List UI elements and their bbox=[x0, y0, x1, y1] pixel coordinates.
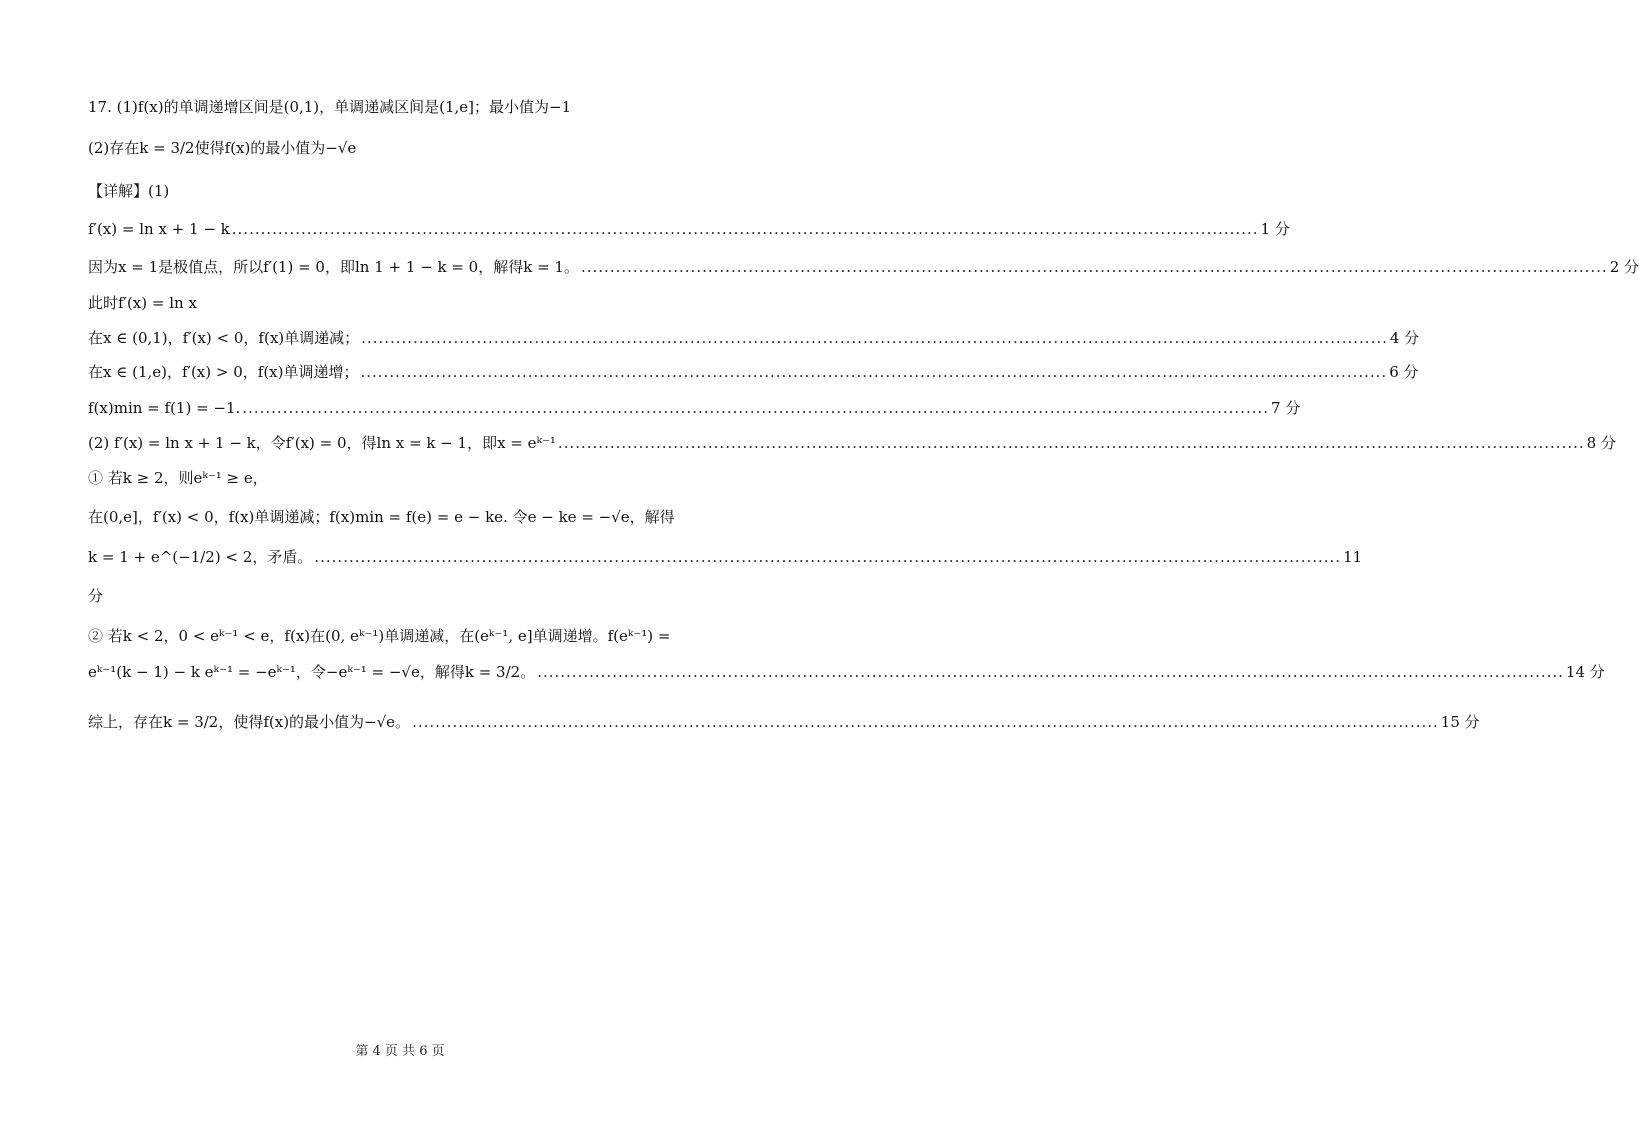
answer-line-2: (2)存在k = 3/2使得f(x)的最小值为−√e bbox=[88, 139, 357, 157]
step-line bbox=[88, 218, 1290, 240]
page-number-footer: 第 4 页 共 6 页 bbox=[355, 1044, 445, 1059]
step-text: (2) f′(x) = ln x + 1 − k，令f′(x) = 0，得ln x = k − 1，即x = eᵏ⁻¹ bbox=[88, 434, 556, 452]
score-mark: 6 分 bbox=[1389, 363, 1419, 381]
score-mark: 2 分 bbox=[1609, 258, 1639, 276]
step-text: eᵏ⁻¹(k − 1) − k eᵏ⁻¹ = −eᵏ⁻¹，令−eᵏ⁻¹ = −√e，解得k = 3/2。 bbox=[88, 663, 536, 681]
step-line bbox=[88, 256, 1639, 278]
step-text: 此时f′(x) = ln x bbox=[88, 294, 197, 312]
leader-dots bbox=[232, 218, 1259, 240]
step-line bbox=[88, 585, 718, 607]
step-line bbox=[88, 625, 718, 647]
step-line bbox=[88, 292, 718, 314]
score-mark: 7 分 bbox=[1271, 399, 1301, 417]
leader-dots bbox=[558, 432, 1585, 454]
step-line bbox=[88, 661, 1605, 683]
score-mark: 14 分 bbox=[1565, 663, 1605, 681]
step-line bbox=[88, 397, 1301, 419]
answer-line-1: 17. (1)f(x)的单调递增区间是(0,1)，单调递减区间是(1,e]；最小值为−1 bbox=[88, 98, 572, 116]
step-text: k = 1 + e^(−1/2) < 2，矛盾。 bbox=[88, 548, 313, 566]
step-line bbox=[88, 361, 1419, 383]
leader-dots bbox=[412, 711, 1439, 733]
step-line bbox=[88, 506, 718, 528]
step-text: ① 若k ≥ 2，则eᵏ⁻¹ ≥ e， bbox=[88, 469, 268, 487]
detail-heading: 【详解】(1) bbox=[88, 182, 170, 200]
step-text: 分 bbox=[88, 587, 104, 605]
leader-dots bbox=[581, 256, 1608, 278]
step-text: 在x ∈ (1,e)，f′(x) > 0，f(x)单调递增； bbox=[88, 363, 359, 381]
step-line bbox=[88, 327, 1420, 349]
step-text: 综上，存在k = 3/2，使得f(x)的最小值为−√e。 bbox=[88, 713, 411, 731]
score-mark: 1 分 bbox=[1260, 220, 1290, 238]
step-line bbox=[88, 432, 1616, 454]
step-text: f(x)min = f(1) = −1. bbox=[88, 399, 241, 417]
score-mark: 8 分 bbox=[1586, 434, 1616, 452]
step-text: 因为x = 1是极值点，所以f′(1) = 0，即ln 1 + 1 − k = 0，解得k = 1。 bbox=[88, 258, 579, 276]
score-mark: 11 bbox=[1343, 548, 1363, 566]
leader-dots bbox=[314, 546, 1341, 568]
step-line bbox=[88, 467, 718, 489]
step-line bbox=[88, 711, 1480, 733]
leader-dots bbox=[360, 361, 1387, 383]
score-mark: 15 分 bbox=[1440, 713, 1480, 731]
step-text: 在(0,e]，f′(x) < 0，f(x)单调递减；f(x)min = f(e) = e − ke. 令e − ke = −√e，解得 bbox=[88, 508, 675, 526]
step-text: f′(x) = ln x + 1 − k bbox=[88, 220, 230, 238]
leader-dots bbox=[537, 661, 1564, 683]
leader-dots bbox=[242, 397, 1269, 419]
score-mark: 4 分 bbox=[1389, 329, 1420, 347]
step-line bbox=[88, 546, 1363, 568]
leader-dots bbox=[361, 327, 1388, 349]
step-text: 在x ∈ (0,1)，f′(x) < 0，f(x)单调递减； bbox=[88, 329, 360, 347]
step-text: ② 若k < 2，0 < eᵏ⁻¹ < e，f(x)在(0, eᵏ⁻¹)单调递减，在(eᵏ⁻¹, e]单调递增。f(eᵏ⁻¹) = bbox=[88, 627, 671, 645]
